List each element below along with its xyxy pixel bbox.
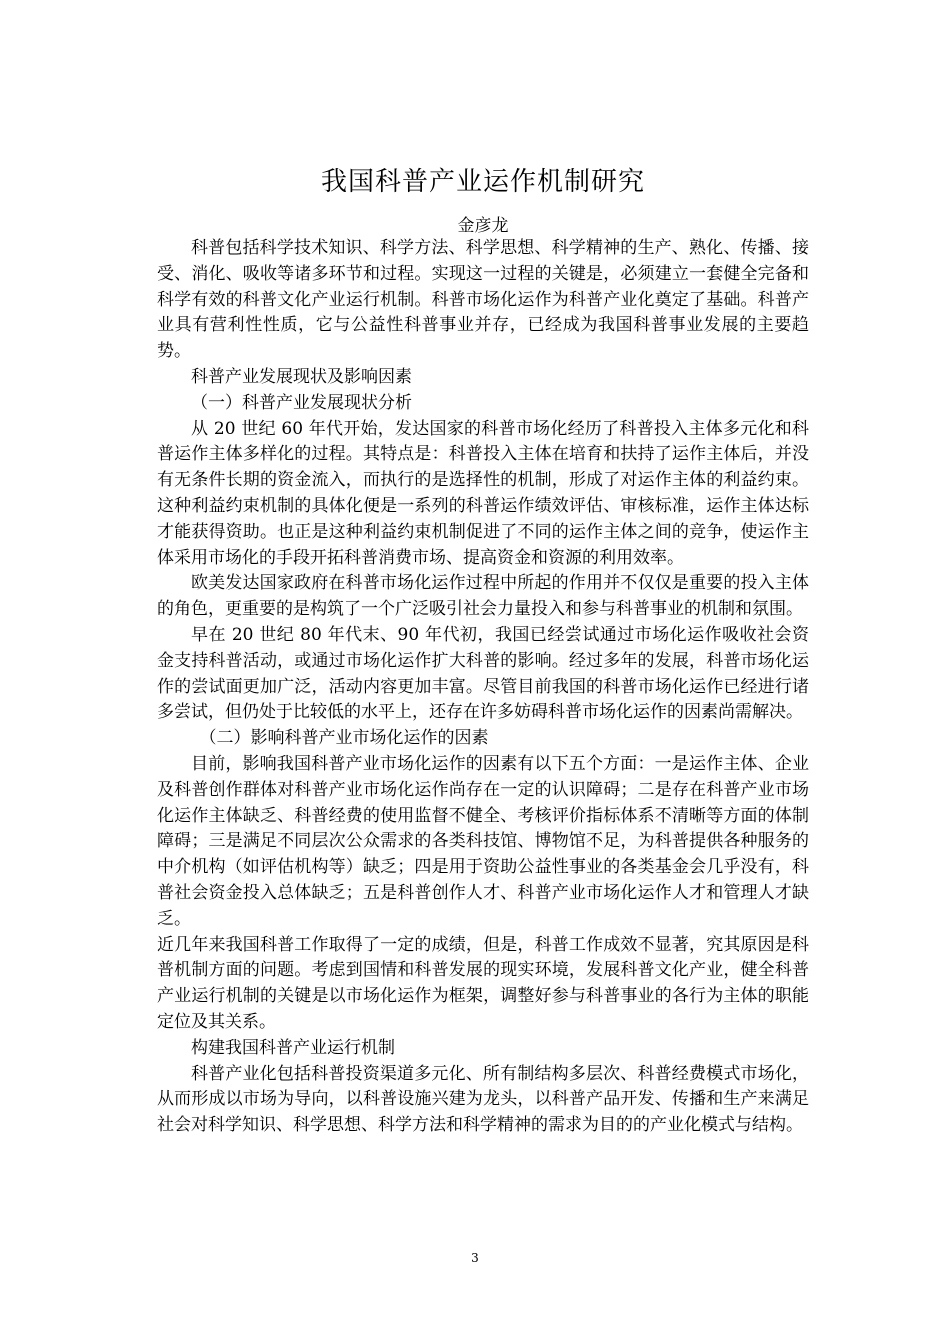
paragraph-developed-countries: 从 20 世纪 60 年代开始，发达国家的科普市场化经历了科普投入主体多元化和科普运作主体多样化的过程。其特点是：科普投入主体在培育和扶持了运作主体后，并没有无条件长期的资金流入，而执行的是选择性的机制，形成了对运作主体的利益约束。这种利益约束机制的具体化便是一系列的科普运作绩效评估、审核标准，运作主体达标才能获得资助。也正是这种利益约束机制促进了不同的运作主体之间的竞争，使运作主体采用市场化的手段开拓科普消费市场、提高资金和资源的利用效率。 <box>157 418 809 568</box>
section-heading-status: 科普产业发展现状及影响因素 <box>191 366 412 387</box>
paragraph-industrialization: 科普产业化包括科普投资渠道多元化、所有制结构多层次、科普经费模式市场化，从而形成以市场为导向，以科普设施兴建为龙头，以科普产品开发、传播和生产来满足社会对科学知识、科学思想、科学方法和科学精神的需求为目的的产业化模式与结构。 <box>157 1063 809 1136</box>
document-body <box>157 236 809 1139</box>
section-heading-mechanism: 构建我国科普产业运行机制 <box>191 1037 395 1058</box>
document-title: 我国科普产业运作机制研究 <box>320 167 645 197</box>
document-author: 金彦龙 <box>457 216 509 236</box>
subsection-heading-factors: （二）影响科普产业市场化运作的因素 <box>199 728 489 749</box>
paragraph-intro: 科普包括科学技术知识、科学方法、科学思想、科学精神的生产、熟化、传播、接受、消化、吸收等诸多环节和过程。实现这一过程的关键是，必须建立一套健全完备和科学有效的科普文化产业运行机制。科普市场化运作为科普产业化奠定了基础。科普产业具有营利性性质，它与公益性科普事业并存，已经成为我国科普事业发展的主要趋势。 <box>157 238 809 362</box>
paragraph-china-history: 早在 20 世纪 80 年代末、90 年代初，我国已经尝试通过市场化运作吸收社会资金支持科普活动，或通过市场化运作扩大科普的影响。经过多年的发展，科普市场化运作的尝试面更加广泛，活动内容更加丰富。尽管目前我国的科普市场化运作已经进行诸多尝试，但仍处于比较低的水平上，还存在许多妨碍科普市场化运作的因素尚需解决。 <box>157 624 809 723</box>
page-number: 3 <box>471 1251 479 1265</box>
subsection-heading-analysis: （一）科普产业发展现状分析 <box>191 392 412 413</box>
paragraph-recent-years: 近几年来我国科普工作取得了一定的成绩，但是，科普工作成效不显著，究其原因是科普机制方面的问题。考虑到国情和科普发展的现实环境，发展科普文化产业，健全科普产业运行机制的关键是以市场化运作为框架，调整好参与科普事业的各行为主体的职能定位及其关系。 <box>157 934 809 1032</box>
paragraph-five-factors: 目前，影响我国科普产业市场化运作的因素有以下五个方面：一是运作主体、企业及科普创作群体对科普产业市场化运作尚存在一定的认识障碍；二是存在科普产业市场化运作主体缺乏、科普经费的使用监督不健全、考核评价指标体系不清晰等方面的体制障碍；三是满足不同层次公众需求的各类科技馆、博物馆不足，为科普提供各种服务的中介机构（如评估机构等）缺乏；四是用于资助公益性事业的各类基金会几乎没有，科普社会资金投入总体缺乏；五是科普创作人才、科普产业市场化运作人才和管理人才缺乏。 <box>157 753 809 929</box>
paragraph-western-governments: 欧美发达国家政府在科普市场化运作过程中所起的作用并不仅仅是重要的投入主体的角色，更重要的是构筑了一个广泛吸引社会力量投入和参与科普事业的机制和氛围。 <box>157 573 809 620</box>
